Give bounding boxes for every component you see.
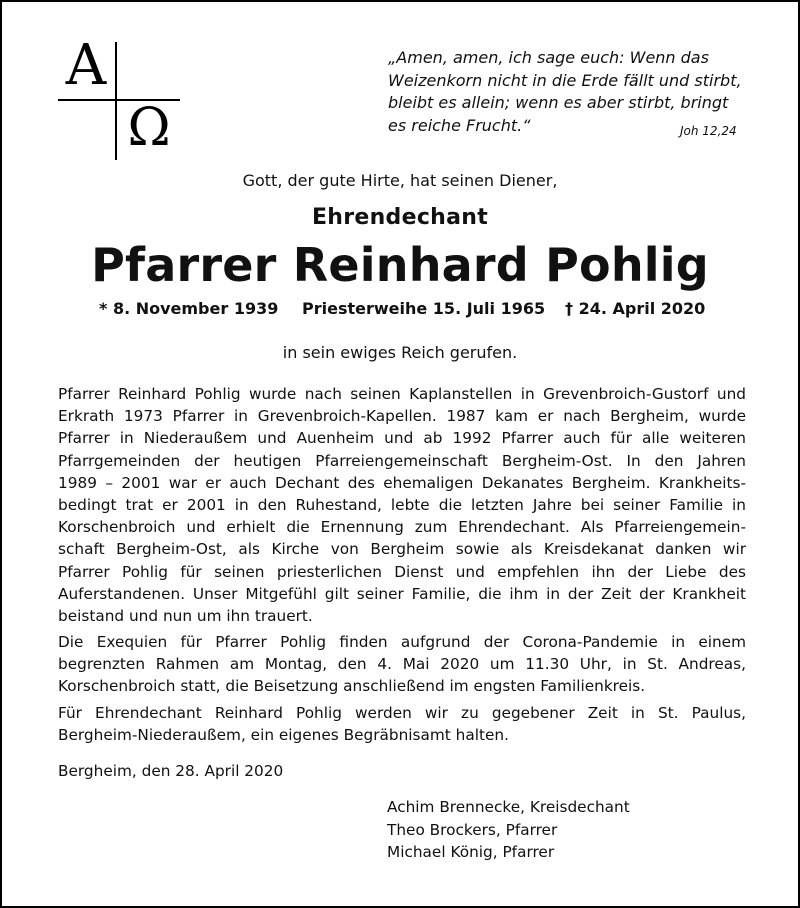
quote-line: Weizenkorn nicht in die Erde fällt und stirbt, (388, 70, 742, 90)
biography-paragraph (58, 383, 746, 627)
quote-line: es reiche Frucht.“ (388, 115, 531, 135)
honorific-title: Ehrendechant (311, 205, 489, 230)
text-line: begrenzten Rahmen am Montag, den 4. Mai 2020 um 11.30 Uhr, in St. Andreas, (58, 655, 746, 674)
bible-quote (388, 47, 748, 137)
signatory: Achim Brennecke, Kreisdechant (387, 798, 630, 816)
text-line: Pfarrer Reinhard Pohlig wurde nach seinen Kaplanstellen in Grevenbroich-Gustorf und (58, 385, 746, 403)
requiem-paragraph (58, 702, 746, 746)
signatories (387, 796, 630, 864)
place-and-date: Bergheim, den 28. April 2020 (58, 762, 284, 780)
quote-line: „Amen, amen, ich sage euch: Wenn das (388, 48, 709, 67)
omega-letter: Ω (127, 98, 171, 158)
called-line: in sein ewiges Reich gerufen. (282, 343, 518, 362)
text-line: Korschenbroich und erhielt die Ernennung zum Ehrendechant. Als Pfarreiengemein- (58, 518, 746, 537)
obituary-text (58, 383, 746, 750)
ordination-date: Priesterweihe 15. Juli 1965 (302, 299, 546, 318)
quote-reference: Joh 12,24 (680, 124, 737, 138)
text-line: 1989 – 2001 war er auch Dechant des ehemaligen Dekanates Bergheim. Krankheits- (58, 473, 746, 492)
text-line: Auferstandenen. Unser Mitgefühl gilt seiner Familie, die ihm in der Zeit der Krankheit (58, 584, 746, 603)
birth-date: * 8. November 1939 (99, 299, 279, 318)
text-line: bedingt trat er 2001 in den Ruhestand, lebte die letzten Jahre bei seiner Familie in (58, 495, 746, 514)
cross-vertical-bar (115, 42, 117, 160)
alpha-letter: A (65, 33, 107, 98)
intro-line: Gott, der gute Hirte, hat seinen Diener, (242, 171, 558, 190)
text-line: Pfarrer Pohlig für seinen priesterlichen Dienst und empfehlen ihn der Liebe des (58, 562, 746, 581)
text-line: Pfarrgemeinden der heutigen Pfarreiengemeinschaft Bergheim-Ost. In den Jahren (58, 451, 746, 470)
text-line: Für Ehrendechant Reinhard Pohlig werden wir zu gegebener Zeit in St. Paulus, (58, 703, 746, 722)
quote-line: bleibt es allein; wenn es aber stirbt, bringt (388, 93, 729, 112)
text-line: schaft Bergheim-Ost, als Kirche von Bergheim sowie als Kreisdekanat danken wir (58, 540, 746, 559)
text-line: beistand und nun um ihn trauert. (58, 606, 313, 625)
text-line: Die Exequien für Pfarrer Pohlig finden aufgrund der Corona-Pandemie in einem (58, 633, 746, 652)
alpha-omega-cross-emblem (58, 33, 182, 164)
text-line: Pfarrer in Niederaußem und Auenheim und ab 1992 Pfarrer auch für alle weiteren (58, 429, 746, 448)
text-line: Erkrath 1973 Pfarrer in Grevenbroich-Kapellen. 1987 kam er nach Bergheim, wurde (58, 407, 746, 426)
signatory: Theo Brockers, Pfarrer (387, 820, 558, 839)
text-line: Bergheim-Niederaußem, ein eigenes Begräbnisamt halten. (58, 725, 509, 744)
funeral-paragraph (58, 631, 746, 698)
deceased-name: Pfarrer Reinhard Pohlig (91, 238, 709, 292)
signatory: Michael König, Pfarrer (387, 843, 555, 861)
death-date: † 24. April 2020 (565, 299, 706, 318)
text-line: Korschenbroich statt, die Beisetzung anschließend im engsten Familienkreis. (58, 677, 646, 696)
